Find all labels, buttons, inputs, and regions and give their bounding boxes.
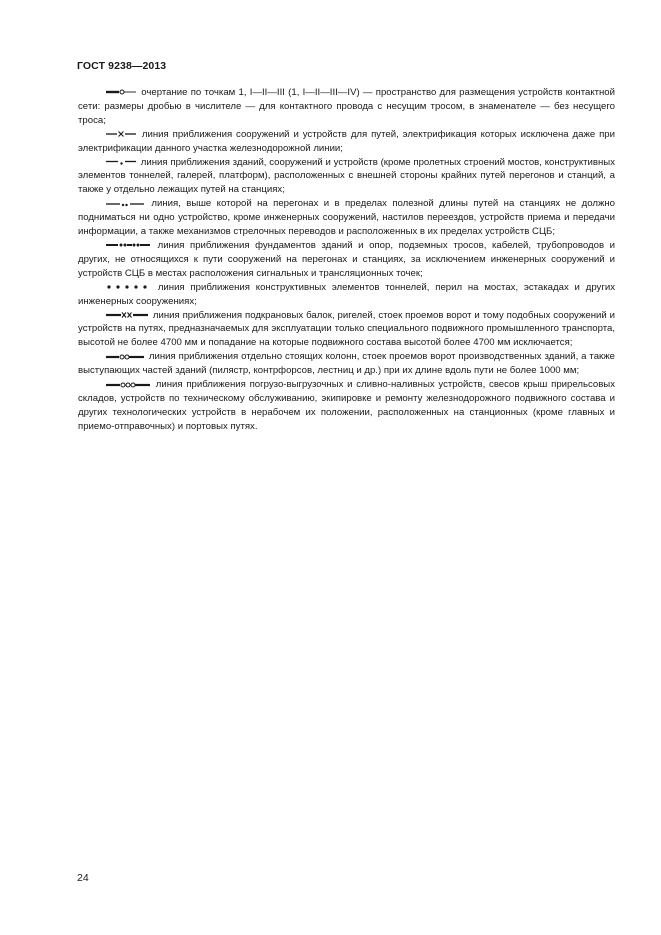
- dotted-line-icon: [106, 283, 150, 291]
- legend-item-line-double-o: [78, 350, 615, 378]
- legend-text: [78, 86, 615, 434]
- line-triple-o-icon: [106, 381, 150, 389]
- line-double-x-icon: [106, 311, 148, 319]
- legend-item-line-double-x: [78, 309, 615, 351]
- legend-item-dash-double-dot: [78, 197, 615, 239]
- legend-item-contact-network: [78, 86, 615, 128]
- legend-item-line-triple-o: [78, 378, 615, 434]
- legend-item-line-x: [78, 128, 615, 156]
- legend-item-dotted-line: [78, 281, 615, 309]
- legend-text-line-double-x: линия приближения подкрановых балок, ригелей, стоек проемов ворот и тому подобных сооружений и устройств на путях, предназначаемых для эксплуатации только специального подвижного промышленного транспорта, высотой не более 4700 мм и попадание на которые подвижного состава высотой более 4700 мм исключается;: [78, 309, 615, 349]
- dash-dots-icon: [106, 241, 150, 249]
- legend-text-dash-dots: линия приближения фундаментов зданий и опор, подземных тросов, кабелей, трубопроводов и других, не относящихся к пути сооружений на перегонах и станциях, за исключением инженерных сооружений и устройств СЦБ в местах расположения сигнальных и трансляционных точек;: [78, 239, 615, 279]
- legend-text-dash-dot: линия приближения зданий, сооружений и устройств (кроме пролетных строений мостов, конструктивных элементов тоннелей, галерей, платформ), расположенных с внешней стороны крайних путей перегонов и станций, а также у отдельно лежащих путей на станциях;: [78, 156, 615, 196]
- legend-item-dash-dot: [78, 156, 615, 198]
- page-number: 24: [77, 872, 89, 884]
- line-double-o-icon: [106, 353, 144, 361]
- legend-text-line-double-o: линия приближения отдельно стоящих колонн, стоек проемов ворот производственных зданий, а также выступающих частей зданий (пилястр, контрфорсов, лестниц и др.) при их длине вдоль пути не более 1000 мм;: [78, 351, 615, 377]
- outline-contact-network-icon: [106, 88, 136, 96]
- line-x-icon: [106, 130, 136, 138]
- dash-dot-icon: [106, 158, 136, 166]
- legend-text-line-triple-o: линия приближения погрузо-выгрузочных и сливно-наливных устройств, свесов крыш прирельсовых складов, устройств по техническому обслуживанию, экипировке и ремонту железнодорожного подвижного состава и других технологических устройств в нерабочем их положении, расположенных на станционных (кроме главных и приемо-отправочных) и портовых путях.: [78, 379, 615, 432]
- document-header: ГОСТ 9238—2013: [77, 60, 167, 72]
- legend-text-contact-network: очертание по точкам 1, I—II—III (1, I—II—III—IV) — пространство для размещения устройств контактной сети: размеры дробью в числителе — для контактного провода с несущим тросом, в знаменателе — без несущего троса;: [78, 87, 616, 126]
- legend-text-line-x: линия приближения сооружений и устройств для путей, электрификация которых исключена даже при электрификации данного участка железнодорожной линии;: [78, 128, 616, 154]
- dash-double-dot-icon: [106, 200, 144, 208]
- legend-text-dotted-line: линия приближения конструктивных элементов тоннелей, перил на мостах, эстакадах и других инженерных сооружениях;: [78, 281, 615, 307]
- legend-item-dash-dots: [78, 239, 615, 281]
- legend-text-dash-double-dot: линия, выше которой на перегонах и в пределах полезной длины путей на станциях не должно подниматься ни одно устройство, кроме инженерных сооружений, настилов переездов, устройств приема и передачи информации, а также механизмов стрелочных переводов и расположенных в их пределах устройств СЦБ;: [78, 198, 615, 238]
